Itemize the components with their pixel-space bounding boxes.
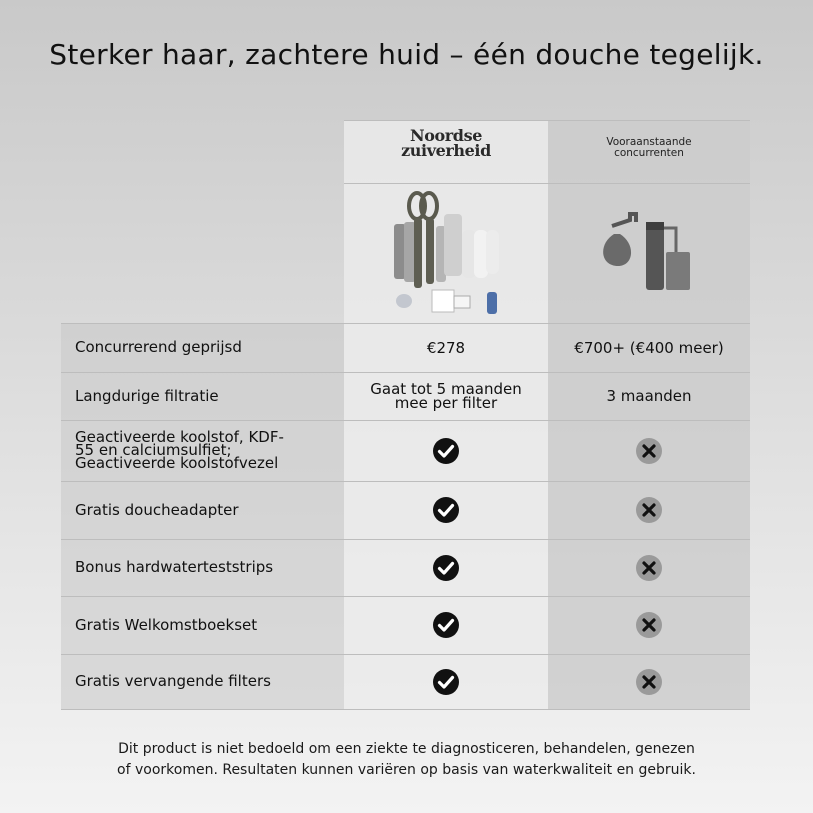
table-row xyxy=(61,372,750,420)
feature-label-line: Geactiveerde koolstof, KDF- xyxy=(75,428,284,446)
disclaimer-line: of voorkomen. Resultaten kunnen variëren op basis van waterkwaliteit en gebruik. xyxy=(117,762,696,778)
competitor-value xyxy=(548,654,750,709)
divider xyxy=(344,120,750,121)
competitor-value xyxy=(548,539,750,596)
competitor-header-line: concurrenten xyxy=(614,147,684,159)
competitor-system-image xyxy=(548,184,750,323)
x-circle-icon xyxy=(635,496,663,524)
table-row xyxy=(61,539,750,596)
brand-logo-line: Noordse xyxy=(410,126,482,145)
x-circle-icon xyxy=(635,437,663,465)
competitor-value xyxy=(548,481,750,539)
brand-value xyxy=(344,481,548,539)
brand-value-line: Gaat tot 5 maanden xyxy=(370,380,522,398)
competitor-value xyxy=(548,596,750,654)
brand-value xyxy=(344,596,548,654)
brand-value xyxy=(344,539,548,596)
feature-label: Bonus hardwaterteststrips xyxy=(75,558,274,576)
competitor-header-line: Vooraanstaande xyxy=(606,136,692,148)
competitor-value xyxy=(548,420,750,481)
check-circle-icon xyxy=(432,668,460,696)
x-circle-icon xyxy=(635,611,663,639)
feature-label xyxy=(75,420,284,481)
table-row xyxy=(61,596,750,654)
divider xyxy=(61,709,750,710)
table-row xyxy=(61,654,750,709)
brand-value xyxy=(344,372,548,420)
x-circle-icon xyxy=(635,554,663,582)
feature-label: Concurrerend geprijsd xyxy=(75,338,242,356)
disclaimer-line: Dit product is niet bedoeld om een ziekte te diagnosticeren, behandelen, genezen xyxy=(118,741,695,757)
feature-label: Gratis doucheadapter xyxy=(75,500,239,519)
feature-label: Gratis Welkomstboekset xyxy=(75,615,258,634)
table-row xyxy=(61,481,750,539)
check-circle-icon xyxy=(432,437,460,465)
comparison-table xyxy=(61,120,750,710)
brand-value-line: mee per filter xyxy=(394,394,498,412)
table-row xyxy=(61,323,750,372)
check-circle-icon xyxy=(432,611,460,639)
brand-value: €278 xyxy=(426,338,466,357)
check-circle-icon xyxy=(432,496,460,524)
page-headline: Sterker haar, zachtere huid – één douche tegelijk. xyxy=(49,38,764,71)
feature-label-line: Geactiveerde koolstofvezel xyxy=(75,454,279,472)
x-circle-icon xyxy=(635,668,663,696)
competitor-value: 3 maanden xyxy=(606,387,692,405)
brand-value xyxy=(344,420,548,481)
feature-label: Gratis vervangende filters xyxy=(75,672,271,690)
brand-logo-line: zuiverheid xyxy=(401,141,491,160)
shower-filter-kit-image xyxy=(344,184,548,323)
table-row xyxy=(61,420,750,481)
feature-label: Langdurige filtratie xyxy=(75,386,219,405)
competitor-header xyxy=(548,137,750,159)
brand-logo xyxy=(344,128,548,158)
competitor-value: €700+ (€400 meer) xyxy=(574,338,724,357)
feature-label-line: 55 en calciumsulfiet; xyxy=(75,441,232,459)
check-circle-icon xyxy=(432,554,460,582)
brand-value xyxy=(344,654,548,709)
disclaimer xyxy=(0,739,813,781)
